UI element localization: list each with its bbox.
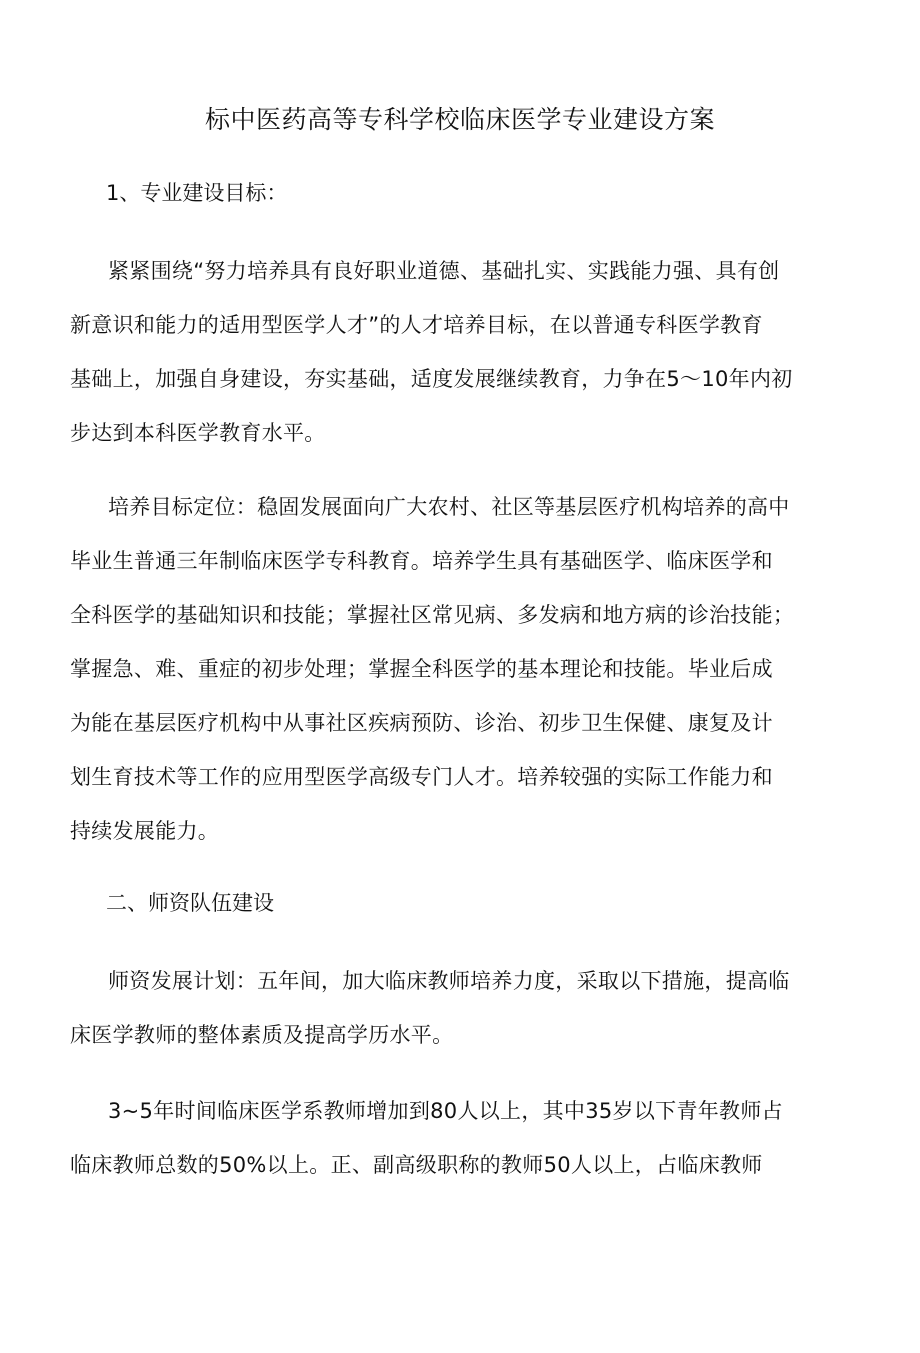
paragraph-2-line: 为能在基层医疗机构中从事社区疾病预防、诊治、初步卫生保健、康复及计 <box>70 711 773 735</box>
paragraph-2-line: 掌握急、难、重症的初步处理；掌握全科医学的基本理论和技能。毕业后成 <box>70 657 773 681</box>
paragraph-2-line: 培养目标定位：稳固发展面向广大农村、社区等基层医疗机构培养的高中 <box>108 495 790 519</box>
paragraph-1-line: 紧紧围绕“努力培养具有良好职业道德、基础扎实、实践能力强、具有创 <box>108 259 780 283</box>
paragraph-1 <box>70 244 850 460</box>
paragraph-2-line: 全科医学的基础知识和技能；掌握社区常见病、多发病和地方病的诊治技能； <box>70 603 795 627</box>
section2-heading-block <box>70 876 850 930</box>
paragraph-4-line: 临床教师总数的50%以上。正、副高级职称的教师50人以上，占临床教师 <box>70 1153 763 1177</box>
paragraph-1-line: 新意识和能力的适用型医学人才”的人才培养目标，在以普通专科医学教育 <box>70 313 763 337</box>
paragraph-2-line: 持续发展能力。 <box>70 819 220 843</box>
section2-heading: 二、师资队伍建设 <box>106 891 274 915</box>
paragraph-2-line: 毕业生普通三年制临床医学专科教育。培养学生具有基础医学、临床医学和 <box>70 549 773 573</box>
paragraph-1-line: 步达到本科医学教育水平。 <box>70 421 326 445</box>
paragraph-2 <box>70 480 850 858</box>
document-title: 标中医药高等专科学校临床医学专业建设方案 <box>204 105 715 134</box>
section1-heading: 1、专业建设目标： <box>106 181 288 205</box>
paragraph-3-line: 床医学教师的整体素质及提高学历水平。 <box>70 1023 454 1047</box>
section1-heading-block <box>70 166 850 220</box>
paragraph-2-line: 划生育技术等工作的应用型医学高级专门人才。培养较强的实际工作能力和 <box>70 765 773 789</box>
paragraph-3 <box>70 954 850 1062</box>
paragraph-4 <box>70 1084 850 1192</box>
paragraph-3-line: 师资发展计划：五年间，加大临床教师培养力度，采取以下措施，提高临 <box>108 969 790 993</box>
paragraph-4-line: 3~5年时间临床医学系教师增加到80人以上，其中35岁以下青年教师占 <box>108 1099 783 1123</box>
paragraph-1-line: 基础上，加强自身建设，夯实基础，适度发展继续教育，力争在5～10年内初 <box>70 367 793 391</box>
